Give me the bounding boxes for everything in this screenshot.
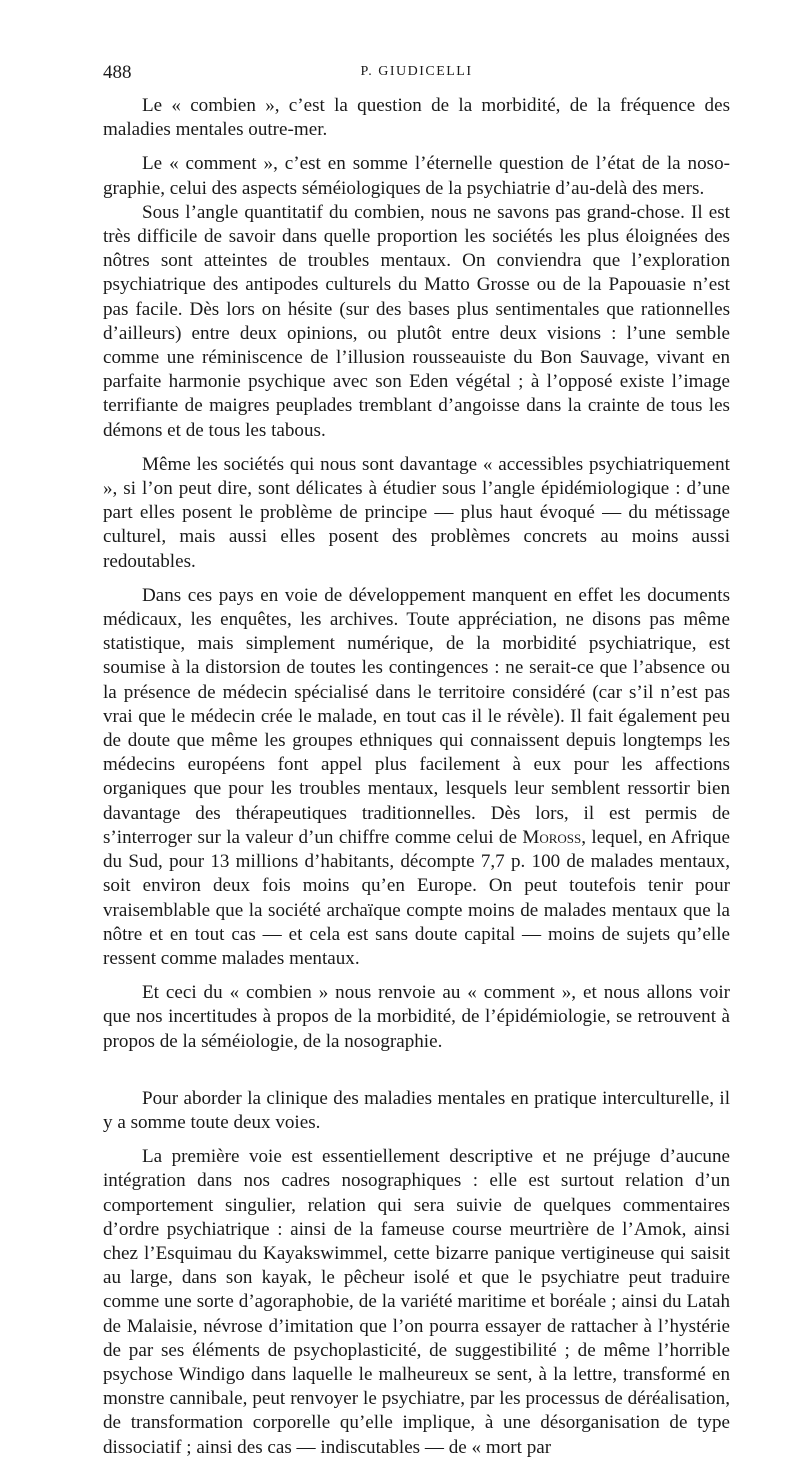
page-number: 488 [103, 62, 132, 83]
paragraph-deux-voies: Pour aborder la clinique des maladies mentales en pratique interculturelle, il y a somme toute deux voies. [103, 1087, 730, 1133]
paragraph-combien-comment: Et ceci du « combien » nous renvoie au « comment », et nous allons voir que nos incertitudes à propos de la morbidité, de l’épidémiologie, se retrouvent à propos de la séméiologie, de la nosographie. [103, 982, 730, 1052]
author-name-moross: Moross [522, 826, 582, 848]
paragraph-combien: Le « combien », c’est la question de la morbidité, de la fréquence des maladies mentales outre-mer. [103, 95, 730, 141]
paragraph-societes-accessibles: Même les sociétés qui nous sont davantage « accessibles psychiatriquement », si l’on peut dire, sont délicates à étudier sous l’angle épidémiologique : d’une part elles posent le problème de principe — plus haut évoqué — du métissage culturel, mais aussi elles posent des problèmes concrets au moins aussi redoutables. [103, 453, 730, 572]
running-head-author: P. GIUDICELLI [360, 64, 473, 79]
paragraph-text-after-name: , lequel, en Afrique du Sud, pour 13 millions d’habitants, décompte 7,7 p. 100 de malades mentaux, soit environ deux fois moins qu’en Europe. On peut toutefois tenir pour vraisemblable que la société archaïque compte moins de malades mentaux que la nôtre et en tout cas — et cela est sans doute capital — moins de sujets qu’elle ressent comme malades mentaux. [103, 826, 730, 969]
paragraph-premiere-voie: La première voie est essentiellement descriptive et ne préjuge d’aucune intégration dans nos cadres nosographiques : elle est surtout relation d’un comportement singulier, relation qui sera suivie de quelques commentaires d’ordre psychiatrique : ainsi de la fameuse course meurtrière de l’Amok, ainsi chez l’Esquimau du Kayakswimmel, cette bizarre panique vertigineuse qui saisit au large, dans son kayak, le pêcheur isolé et que le psychiatre peut traduire comme une sorte d’agoraphobie, de la variété maritime et boréale ; ainsi du Latah de Malaisie, névrose d’imitation que l’on pourra essayer de rattacher à l’hystérie de par ses éléments de psychoplasticité, de suggestibilité ; de même l’horrible psychose Windigo dans laquelle le malheureux se sent, à la lettre, transformé en monstre cannibale, peut renvoyer le psychiatre, par les processus de déréalisation, de transformation corporelle qu’elle implique, à une désorganisation de type dissociatif ; ainsi des cas — indiscutables — de « mort par [103, 1146, 730, 1458]
book-page [103, 62, 730, 1460]
body-text [103, 94, 730, 1460]
paragraph-quantitatif: Sous l’angle quantitatif du combien, nous ne savons pas grand-chose. Il est très difficile de savoir dans quelle proportion les sociétés les plus éloignées des nôtres sont atteintes de troubles mentaux. On conviendra que l’exploration psychiatrique des antipodes culturels du Matto Grosse ou de la Papouasie n’est pas facile. Dès lors on hésite (sur des bases plus sentimentales que rationnelles d’ailleurs) entre deux opinions, ou plutôt entre deux visions : l’une semble comme une réminiscence de l’illusion rousseauiste du Bon Sauvage, vivant en parfaite harmonie psychique avec son Eden végétal ; à l’opposé existe l’image terrifiante de maigres peuplades tremblant d’angoisse dans la crainte de tous les démons et de tous les tabous. [103, 201, 730, 441]
paragraph-pays-en-developpement [103, 584, 730, 971]
page-header [103, 62, 730, 86]
paragraph-comment: Le « comment », c’est en somme l’éternelle question de l’état de la nosographie, celui des aspects séméiologiques de la psychiatrie d’au-delà des mers. [103, 153, 730, 199]
paragraph-text-before-name: Dans ces pays en voie de développement manquent en effet les documents médicaux, les enquêtes, les archives. Toute appréciation, ne disons pas même statistique, mais simplement numérique, de la morbidité psychiatrique, est soumise à la distorsion de toutes les contingences : ne serait-ce que l’absence ou la présence de médecin spécialisé dans le territoire considéré (car s’il n’est pas vrai que le médecin crée le malade, en tout cas il le révèle). Il fait également peu de doute que même les groupes ethniques qui connaissent depuis longtemps les médecins européens font appel plus facilement à eux pour les affections organiques que pour les troubles mentaux, lesquels leur semblent ressortir bien davantage des thérapeutiques traditionnelles. Dès lors, il est permis de s’interroger sur la valeur d’un chiffre comme celui de [103, 584, 730, 848]
